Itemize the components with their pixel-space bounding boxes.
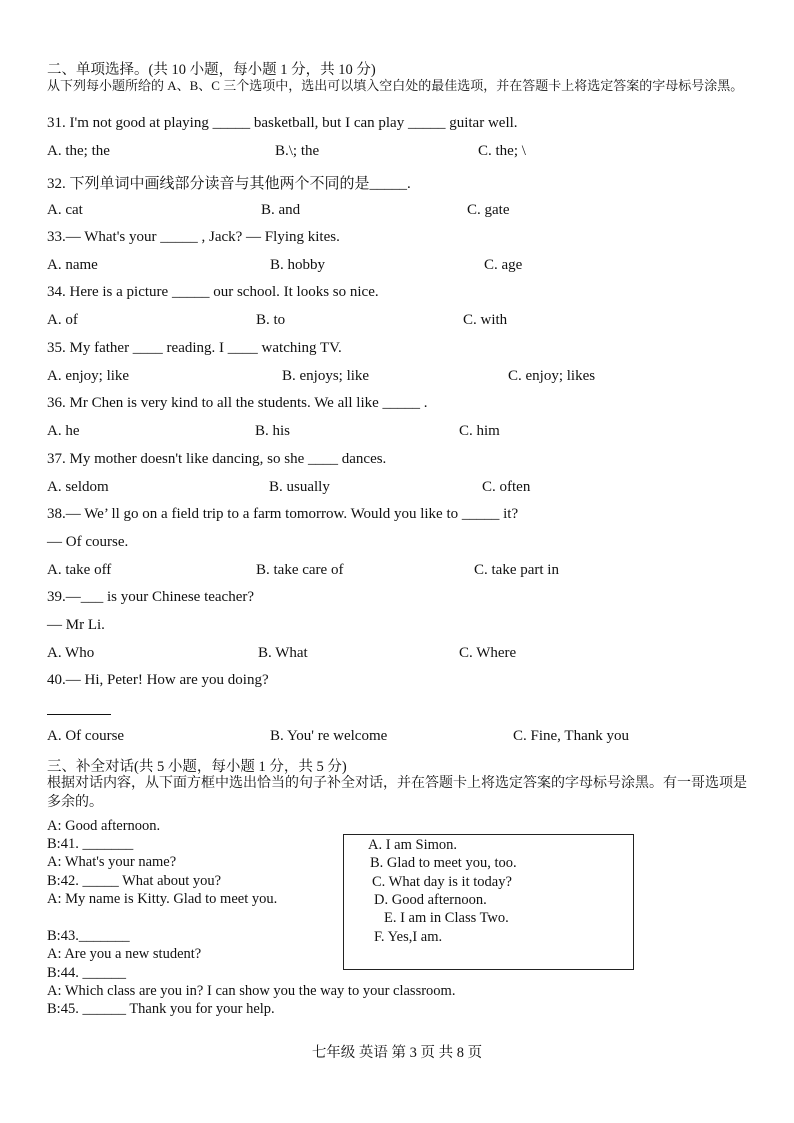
- box-option-f: F. Yes,I am.: [374, 929, 443, 945]
- q31-option-b[interactable]: B.\; the: [275, 143, 320, 159]
- question-39: 39.—___ is your Chinese teacher?: [47, 589, 255, 605]
- question-37: 37. My mother doesn't like dancing, so she ____ dances.: [47, 451, 387, 467]
- q35-option-a[interactable]: A. enjoy; like: [47, 368, 130, 384]
- q34-option-a[interactable]: A. of: [47, 312, 78, 328]
- q39-option-a[interactable]: A. Who: [47, 645, 95, 661]
- dialogue-line-9: A: Which class are you in? I can show you the way to your classroom.: [47, 983, 456, 999]
- question-31: 31. I'm not good at playing _____ basketball, but I can play _____ guitar well.: [47, 115, 518, 131]
- section3-title: 三、补全对话(共 5 小题，每小题 1 分，共 5 分): [47, 759, 347, 775]
- q32-option-a[interactable]: A. cat: [47, 202, 83, 218]
- section3-instruction: 根据对话内容，从下面方框中选出恰当的句子补全对话，并在答题卡上将选定答案的字母标号涂黑。有一哥选项是多余的。: [47, 776, 747, 810]
- question-34: 34. Here is a picture _____ our school. It looks so nice.: [47, 284, 379, 300]
- q31-option-a[interactable]: A. the; the: [47, 143, 110, 159]
- box-option-e: E. I am in Class Two.: [384, 910, 509, 926]
- q36-option-b[interactable]: B. his: [255, 423, 291, 439]
- q31-option-c[interactable]: C. the; \: [478, 143, 526, 159]
- dialogue-line-2: B:41. _______: [47, 836, 134, 852]
- page-footer: 七年级 英语 第 3 页 共 8 页: [311, 1045, 483, 1061]
- q35-option-c[interactable]: C. enjoy; likes: [508, 368, 596, 384]
- q39-option-c[interactable]: C. Where: [459, 645, 517, 661]
- question-32: 32. 下列单词中画线部分读音与其他两个不同的是_____.: [47, 176, 411, 192]
- options-box: [343, 834, 634, 970]
- dialogue-line-7: A: Are you a new student?: [47, 946, 202, 962]
- q36-option-c[interactable]: C. him: [459, 423, 500, 439]
- section2-title: 二、单项选择。(共 10 小题，每小题 1 分，共 10 分): [47, 62, 376, 78]
- q40-option-c[interactable]: C. Fine, Thank you: [513, 728, 629, 744]
- q38-option-a[interactable]: A. take off: [47, 562, 112, 578]
- q34-option-b[interactable]: B. to: [256, 312, 286, 328]
- q37-option-a[interactable]: A. seldom: [47, 479, 109, 495]
- q33-option-a[interactable]: A. name: [47, 257, 98, 273]
- q40-option-b[interactable]: B. You' re welcome: [270, 728, 388, 744]
- q33-option-b[interactable]: B. hobby: [270, 257, 326, 273]
- dialogue-line-8: B:44. ______: [47, 965, 126, 981]
- box-option-a: A. I am Simon.: [368, 837, 458, 853]
- q33-option-c[interactable]: C. age: [484, 257, 523, 273]
- q32-option-b[interactable]: B. and: [261, 202, 301, 218]
- q38-option-b[interactable]: B. take care of: [256, 562, 344, 578]
- box-option-c: C. What day is it today?: [372, 874, 512, 890]
- q34-option-c[interactable]: C. with: [463, 312, 508, 328]
- question-36: 36. Mr Chen is very kind to all the students. We all like _____ .: [47, 395, 428, 411]
- dialogue-line-10: B:45. ______ Thank you for your help.: [47, 1001, 275, 1017]
- dialogue-line-4: B:42. _____ What about you?: [47, 873, 222, 889]
- q32-option-c[interactable]: C. gate: [467, 202, 510, 218]
- question-39-reply: — Mr Li.: [47, 617, 105, 633]
- question-38-reply: — Of course.: [47, 534, 129, 550]
- question-38: 38.— We’ ll go on a field trip to a farm tomorrow. Would you like to _____ it?: [47, 506, 519, 522]
- dialogue-line-6: B:43._______: [47, 928, 130, 944]
- answer-blank-line: [47, 714, 111, 715]
- box-option-b: B. Glad to meet you, too.: [370, 855, 517, 871]
- dialogue-line-3: A: What's your name?: [47, 854, 177, 870]
- section2-instruction: 从下列每小题所给的 A、B、C 三个选项中，选出可以填入空白处的最佳选项，并在答题卡上将选定答案的字母标号涂黑。: [47, 78, 744, 93]
- dialogue-line-5: A: My name is Kitty. Glad to meet you.: [47, 891, 278, 907]
- dialogue-line-1: A: Good afternoon.: [47, 818, 161, 834]
- q37-option-b[interactable]: B. usually: [269, 479, 330, 495]
- q40-option-a[interactable]: A. Of course: [47, 728, 125, 744]
- q37-option-c[interactable]: C. often: [482, 479, 531, 495]
- q36-option-a[interactable]: A. he: [47, 423, 80, 439]
- q35-option-b[interactable]: B. enjoys; like: [282, 368, 370, 384]
- q38-option-c[interactable]: C. take part in: [474, 562, 559, 578]
- question-40: 40.— Hi, Peter! How are you doing?: [47, 672, 269, 688]
- question-35: 35. My father ____ reading. I ____ watching TV.: [47, 340, 342, 356]
- question-33: 33.— What's your _____ , Jack? — Flying kites.: [47, 229, 340, 245]
- q39-option-b[interactable]: B. What: [258, 645, 308, 661]
- box-option-d: D. Good afternoon.: [374, 892, 487, 908]
